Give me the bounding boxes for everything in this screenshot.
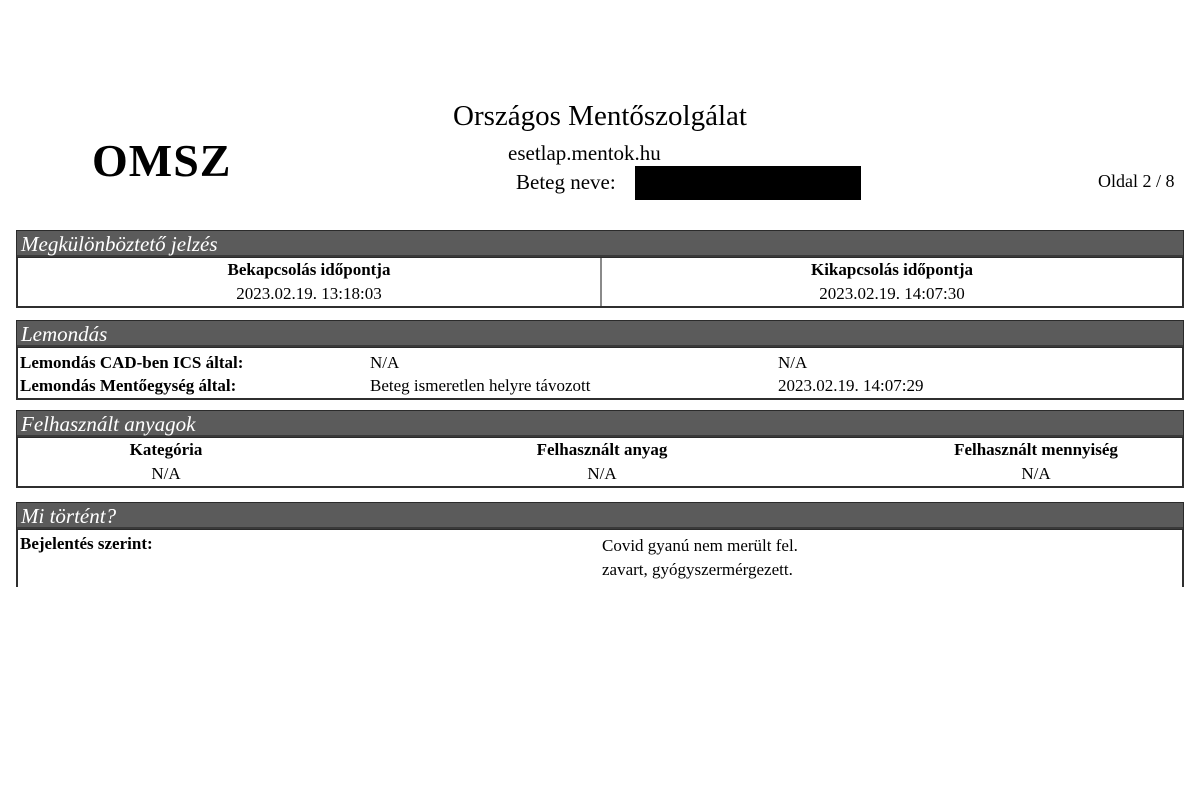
section-body — [16, 438, 1184, 488]
section-title: Mi történt? — [16, 502, 1184, 530]
section-body — [16, 258, 1184, 308]
column-header-off-time: Kikapcsolás időpontja — [810, 260, 973, 279]
section-title: Megkülönböztető jelzés — [16, 230, 1184, 258]
off-time-value: 2023.02.19. 14:07:30 — [819, 284, 965, 303]
cancellation-time: N/A — [778, 353, 808, 372]
cancellation-label: Lemondás CAD-ben ICS által: — [20, 353, 244, 372]
section-title: Felhasznált anyagok — [16, 410, 1184, 438]
column-header-on-time: Bekapcsolás időpontja — [18, 258, 602, 282]
column-header-quantity: Felhasznált mennyiség — [954, 440, 1118, 459]
section-used-materials — [16, 410, 1184, 488]
patient-name-label: Beteg neve: — [516, 170, 616, 194]
quantity-value: N/A — [1021, 464, 1051, 483]
cancellation-reason: N/A — [370, 353, 400, 372]
page-number: Oldal 2 / 8 — [1098, 171, 1175, 191]
website-address: esetlap.mentok.hu — [508, 141, 661, 165]
cancellation-row-cad — [18, 351, 1182, 374]
patient-name-redaction — [635, 166, 861, 200]
category-value: N/A — [151, 464, 181, 483]
report-line: zavart, gyógyszermérgezett. — [602, 560, 793, 579]
table-row — [18, 282, 1182, 306]
section-what-happened — [16, 502, 1184, 587]
omsz-logo: OMSZ — [92, 135, 232, 186]
cancellation-label: Lemondás Mentőegység által: — [20, 376, 237, 395]
table-header-row — [18, 258, 1182, 282]
section-cancellation — [16, 320, 1184, 400]
column-header-category: Kategória — [129, 440, 203, 459]
report-text — [602, 534, 798, 582]
organization-name: Országos Mentőszolgálat — [453, 100, 747, 132]
table-header-row — [18, 438, 1182, 462]
on-time-value: 2023.02.19. 13:18:03 — [18, 282, 602, 306]
cancellation-reason: Beteg ismeretlen helyre távozott — [370, 376, 591, 395]
material-value: N/A — [587, 464, 617, 483]
section-warning-signal — [16, 230, 1184, 308]
section-body — [16, 530, 1184, 587]
report-label: Bejelentés szerint: — [20, 534, 153, 553]
table-row — [18, 462, 1182, 486]
cancellation-row-unit — [18, 374, 1182, 397]
report-line: Covid gyanú nem merült fel. — [602, 536, 798, 555]
section-title: Lemondás — [16, 320, 1184, 348]
section-body — [16, 348, 1184, 400]
column-header-material: Felhasznált anyag — [536, 440, 668, 459]
cancellation-time: 2023.02.19. 14:07:29 — [778, 376, 924, 395]
